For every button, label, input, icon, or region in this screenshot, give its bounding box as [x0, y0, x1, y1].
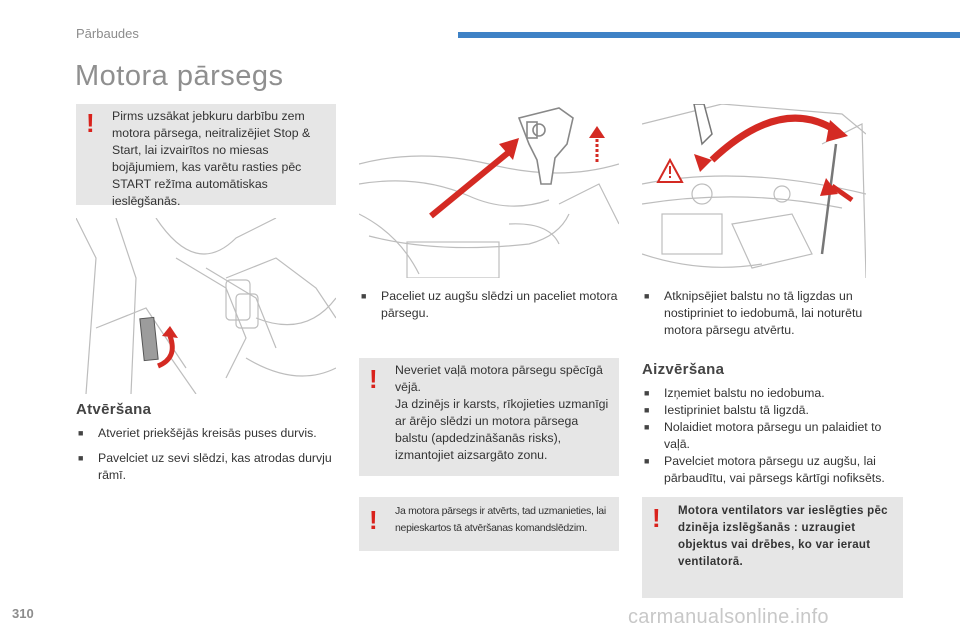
fan-warning-note — [642, 497, 903, 598]
check-box-icon: ■ — [644, 422, 650, 432]
warning-icon: ! — [86, 108, 95, 138]
closing-step-3: Nolaidiet motora pārsegu un palaidiet to vaļā. — [664, 420, 882, 451]
stop-start-warning-note — [76, 104, 336, 208]
warning-icon: ! — [652, 503, 661, 533]
bonnet-latch-illustration — [359, 104, 619, 278]
check-box-icon: ■ — [644, 405, 650, 415]
closing-heading: Aizvēršana — [642, 361, 725, 378]
open-caution-note — [359, 497, 619, 551]
check-box-icon: ■ — [644, 291, 650, 301]
door-release-lever-illustration — [76, 218, 336, 394]
wind-hot-engine-warning-text: Neveriet vaļā motora pārsegu spēcīgā vējā. Ja dzinējs ir karsts, rīkojieties uzmanīgi ar ārējo slēdzi un motora pārsega balstu (apdedzināšanās risks), izmantojiet aizsargāto zonu. — [395, 363, 609, 462]
wind-hot-engine-warning-note — [359, 358, 619, 476]
opening-heading: Atvēršana — [76, 401, 152, 418]
check-box-icon: ■ — [644, 456, 650, 466]
closing-step-1: Izņemiet balstu no iedobuma. — [664, 386, 825, 400]
open-caution-text: Ja motora pārsegs ir atvērts, tad uzmanieties, lai nepieskartos tā atvēršanas komandslēdzim. — [395, 505, 606, 534]
opening-step-2: Pavelciet uz sevi slēdzi, kas atrodas durvju rāmī. — [98, 451, 332, 482]
opening-step-strut: Atknipsējiet balstu no tā ligzdas un nostipriniet to iedobumā, lai noturētu motora pārsegu atvērtu. — [664, 289, 863, 337]
check-box-icon: ■ — [78, 453, 84, 463]
check-box-icon: ■ — [78, 428, 84, 438]
closing-step-2: Iestipriniet balstu tā ligzdā. — [664, 403, 809, 417]
opening-step-1: Atveriet priekšējās kreisās puses durvis. — [98, 426, 317, 440]
opening-step-lift: Paceliet uz augšu slēdzi un paceliet motora pārsegu. — [381, 289, 618, 320]
check-box-icon: ■ — [644, 388, 650, 398]
closing-step-4: Pavelciet motora pārsegu uz augšu, lai pārbaudītu, vai pārsegs kārtīgi nofiksēts. — [664, 454, 885, 485]
section-label: Pārbaudes — [76, 26, 139, 41]
page-number: 310 — [12, 606, 34, 621]
warning-icon: ! — [369, 505, 378, 535]
stop-start-warning-text: Pirms uzsākat jebkuru darbību zem motora pārsega, neitralizējiet Stop & Start, lai izvairītos no miesas bojājumiem, kas varētu rasties pēc START režīma automātiskas ieslēgšanās. — [112, 109, 311, 208]
section-accent-bar — [458, 32, 960, 38]
check-box-icon: ■ — [361, 291, 367, 301]
fan-warning-text: Motora ventilators var ieslēgties pēc dzinēja izslēgšanās : uzraugiet objektus vai drēbes, ko var ieraut ventilatorā. — [678, 505, 888, 568]
page-title: Motora pārsegs — [75, 60, 284, 92]
warning-icon: ! — [369, 364, 378, 394]
watermark: carmanualsonline.info — [628, 606, 829, 628]
bonnet-strut-illustration — [642, 104, 866, 278]
